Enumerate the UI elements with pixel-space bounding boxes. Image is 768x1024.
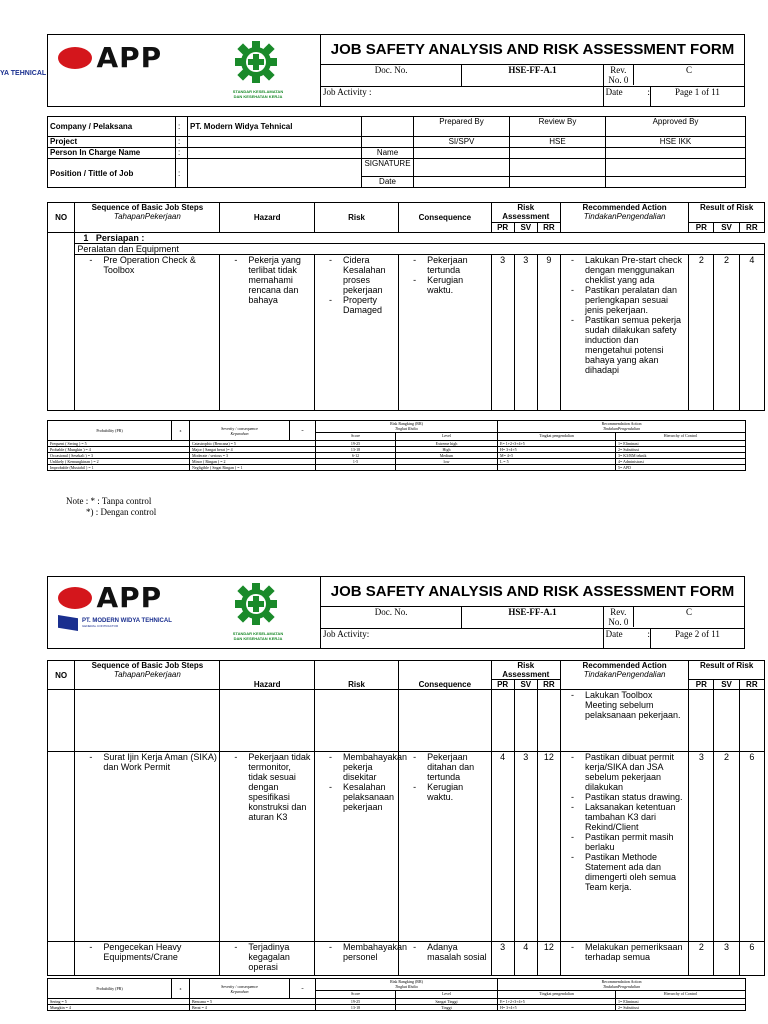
header-rr: RR (537, 680, 560, 690)
legend-cell: Probable ( Mungkin ) = 4 (48, 447, 190, 453)
legend-cell: 19-25 (316, 441, 396, 447)
header-res-rr: RR (739, 223, 764, 233)
blank-cell (48, 255, 75, 411)
review-by: Review By (510, 117, 606, 137)
legend-cell: Improbable (Mustahil ) = 1 (48, 465, 190, 471)
step-text: - Pengecekan Heavy Equipments/Crane (103, 942, 217, 962)
doc-no-label: Doc. No. (321, 607, 462, 629)
legend-cell: H= 3+4+5 (498, 1005, 616, 1011)
k3-gear-icon (233, 581, 279, 632)
legend-cell (316, 465, 396, 471)
header-no: NO (48, 661, 75, 690)
legend-cell: E= 1+2+3+4+5 (498, 441, 616, 447)
rev-value: C (633, 607, 744, 627)
sub-title: Peralatan dan Equipment (75, 244, 765, 255)
colon: : (176, 117, 188, 137)
res-pr-value: 2 (689, 255, 714, 411)
legend-cell: 1-5 (316, 459, 396, 465)
name-label: Name (362, 148, 414, 159)
legend-cell: Occasional ( Sesekali ) = 3 (48, 453, 190, 459)
step-text: - Surat Ijin Kerja Aman (SIKA) dan Work Permit (103, 752, 217, 772)
blank-cell (510, 177, 606, 188)
risk-text: - Property Damaged (343, 295, 396, 315)
company-value: PT. Modern Widya Tehnical (188, 117, 362, 137)
legend-cell: Extreme high (396, 441, 498, 447)
blank-cell (399, 690, 492, 752)
risk-text: - Membahayakan pekerja disekitar (343, 752, 396, 782)
page1-header (47, 34, 745, 107)
rev-value: C (633, 65, 744, 85)
res-rr-value: 4 (739, 255, 764, 411)
blank-cell (414, 148, 510, 159)
header-pr: PR (491, 223, 514, 233)
blank-cell (689, 690, 714, 752)
header-hazard: Hazard (220, 661, 315, 690)
sv-value: 4 (514, 942, 537, 976)
pic-value (188, 148, 362, 159)
legend-cell: Negligible ( Sngat Ringan ) = 1 (190, 465, 316, 471)
app-logo: APP (58, 41, 162, 74)
action-text: - Pastikan status drawing. (585, 792, 686, 802)
action-text: - Lakukan Pre-start check dengan menggunakan cheklist yang ada (585, 255, 686, 285)
prepared-by: Prepared By (414, 117, 510, 137)
action-text: - Pastikan dibuat permit kerja/SIKA dan JSA sebelum pekerjaan dilakukan (585, 752, 686, 792)
page-number: Page 2 of 11 (650, 629, 744, 648)
sv-value: 3 (514, 752, 537, 942)
step-text: - Pre Operation Check & Toolbox (103, 255, 217, 275)
legend-level: Level (396, 433, 498, 441)
blank-cell (48, 942, 75, 976)
blank-cell (414, 177, 510, 188)
action-text: - Laksanakan ketentuan tambahan K3 dari Rekind/Client (585, 802, 686, 832)
consequence-text: - Pekerjaan ditahan dan tertunda (427, 752, 489, 782)
header-res-pr: PR (689, 680, 714, 690)
actions-cell (560, 255, 688, 411)
header-risk: Risk (315, 661, 399, 690)
actions-cell (560, 690, 688, 752)
job-activity: Job Activity : (321, 87, 604, 107)
header-res-sv: SV (714, 680, 739, 690)
res-rr-value: 6 (739, 752, 764, 942)
legend-recommendation: Recommendation Action TindakanPengendalian (498, 421, 746, 433)
k3-caption: STANDAR KESELAMATAN DAN KESEHATAN KERJA (232, 631, 284, 641)
note: Note : * : Tanpa control *) : Dengan control (66, 496, 157, 517)
rr-value: 9 (537, 255, 560, 411)
legend-eq: = (290, 979, 316, 999)
rev-label: Rev. No. 0 (608, 607, 629, 627)
legend-cell: 13-18 (316, 447, 396, 453)
header-res-pr: PR (689, 223, 714, 233)
action-text: - Melakukan pemeriksaan terhadap semua (585, 942, 686, 962)
action-text: - Pastikan permit masih berlaku (585, 832, 686, 852)
header-recommended: Recommended Action TindakanPengendalian (560, 661, 688, 690)
header-no: NO (48, 203, 75, 233)
hazard-text: - Pekerja yang terlibat tidak memahami rencana dan bahaya (248, 255, 312, 305)
company-logo: PT. MODERN WIDYA TEHNICAL GENERAL CONTRACTOR (58, 615, 172, 631)
legend-cell: Catastrophic (Bencana) = 5 (190, 441, 316, 447)
legend-cell: M= 4+5 (498, 453, 616, 459)
info-table (47, 116, 746, 188)
pic-label: Person In Charge Name (48, 148, 176, 159)
hazard-cell (220, 255, 315, 411)
legend-cell: H= 3+4+5 (498, 447, 616, 453)
legend-cell: Major ( Sangat berat )= 4 (190, 447, 316, 453)
header-res-sv: SV (714, 223, 739, 233)
res-rr-value: 6 (739, 942, 764, 976)
res-sv-value: 2 (714, 255, 739, 411)
legend-cell: High (396, 447, 498, 453)
legend-recommendation: Recommendation Action TindakanPengendalian (498, 979, 746, 991)
k3-gear-icon (233, 39, 279, 90)
hazard-cell (220, 942, 315, 976)
rr-value: 12 (537, 942, 560, 976)
legend-x: x (172, 979, 190, 999)
blank-cell (362, 117, 414, 137)
legend-level: Level (396, 991, 498, 999)
legend-hierarchy: Hierarchy of Control (616, 991, 746, 999)
legend-cell: Unlikely ( Kemungkinan ) = 2 (48, 459, 190, 465)
blank-cell (606, 177, 746, 188)
action-text: - Pastikan semua pekerja sudah dilakukan safety induction dan mengetahui potensi bahaya yang akan dihadapi (585, 315, 686, 375)
header-pr: PR (491, 680, 514, 690)
header-risk-assessment: Risk Assessment (491, 661, 560, 680)
blank-cell (362, 137, 414, 148)
blank-cell (537, 690, 560, 752)
blank-cell (48, 752, 75, 942)
legend-cell: 3= K3/RM teknik (616, 453, 746, 459)
legend-cell: 6-12 (316, 453, 396, 459)
consequence-cell (399, 942, 492, 976)
header-steps: Sequence of Basic Job Steps TahapanPekerjaan (75, 661, 220, 690)
legend-cell: 1= Eliminasi (616, 441, 746, 447)
date-label: Date : (605, 629, 650, 639)
project-label: Project (48, 137, 176, 148)
approved-role: HSE IKK (606, 137, 746, 148)
blank-cell (510, 148, 606, 159)
page2-header (47, 576, 745, 649)
blank-cell (414, 159, 510, 177)
legend-probability: Probability (PR) (48, 421, 172, 441)
legend-cell (498, 465, 616, 471)
legend-cell: E= 1+2+3+4+5 (498, 999, 616, 1005)
blank-cell (606, 148, 746, 159)
legend-risk-ranking: Risk Rangking (RR) Tingkat Risiko (316, 979, 498, 991)
step-cell (75, 942, 220, 976)
doc-no-value: HSE-FF-A.1 (462, 65, 603, 87)
legend-cell: 2= Substitusi (616, 1005, 746, 1011)
app-logo: APP (58, 581, 162, 614)
doc-no-label: Doc. No. (321, 65, 462, 87)
res-pr-value: 3 (689, 752, 714, 942)
colon: : (176, 137, 188, 148)
header-result: Result of Risk (689, 661, 765, 680)
legend-severity: Severity / consequence Keparahan (190, 421, 290, 441)
blank-cell (75, 690, 220, 752)
pr-value: 4 (491, 752, 514, 942)
jsa-table-page2 (47, 660, 765, 976)
consequence-cell (399, 255, 492, 411)
pr-value: 3 (491, 255, 514, 411)
risk-cell (315, 942, 408, 976)
legend-cell: 19-25 (316, 999, 396, 1005)
legend-cell: Medium (396, 453, 498, 459)
blank-cell (510, 159, 606, 177)
legend-score: Score (316, 991, 396, 999)
consequence-text: - Pekerjaan tertunda (427, 255, 489, 275)
blank-cell (315, 690, 399, 752)
res-sv-value: 2 (714, 752, 739, 942)
risk-text: - Membahayakan personel (343, 942, 396, 962)
sv-value: 3 (514, 255, 537, 411)
legend-cell (396, 465, 498, 471)
mwt-icon (58, 615, 78, 631)
header-sv: SV (514, 223, 537, 233)
legend-tingkat: Tingkat pengendalian (498, 433, 616, 441)
legend-probability: Probability (PR) (48, 979, 172, 999)
actions-cell (560, 752, 688, 942)
blank-cell (491, 690, 514, 752)
legend-cell: low (396, 459, 498, 465)
legend-table-page1 (47, 420, 746, 471)
blank-cell (739, 690, 764, 752)
blank-cell (48, 233, 75, 244)
signature-label: SIGNATURE (362, 159, 414, 177)
company-label: Company / Pelaksana (48, 117, 176, 137)
side-company-text: YA TEHNICAL (0, 70, 47, 77)
blank-cell (48, 244, 75, 255)
legend-hierarchy: Hierarchy of Control (616, 433, 746, 441)
blank-cell (606, 159, 746, 177)
blank-cell (514, 690, 537, 752)
approved-by: Approved By (606, 117, 746, 137)
risk-text: - Kesalahan pelaksanaan pekerjaan (343, 782, 396, 812)
res-pr-value: 2 (689, 942, 714, 976)
header-risk-assessment: Risk Assessment (491, 203, 560, 223)
colon: : (176, 148, 188, 159)
legend-cell: Sering = 5 (48, 999, 190, 1005)
legend-cell: Sangat Tinggi (396, 999, 498, 1005)
action-text: - Pastikan peralatan dan perlengkapan sesuai jenis pekerjaan. (585, 285, 686, 315)
res-sv-value: 3 (714, 942, 739, 976)
legend-cell: Tinggi (396, 1005, 498, 1011)
hazard-text: - Pekerjaan tidak termonitor, tidak sesuai dengan spesifikasi konstruksi dan aturan K3 (248, 752, 312, 822)
action-text: - Lakukan Toolbox Meeting sebelum pelaksanaan pekerjaan. (585, 690, 686, 720)
header-result: Result of Risk (689, 203, 765, 223)
legend-cell: Berat = 4 (190, 1005, 316, 1011)
rr-value: 12 (537, 752, 560, 942)
legend-cell: 2= Substitusi (616, 447, 746, 453)
position-value (188, 159, 362, 188)
legend-cell: 5= APD (616, 465, 746, 471)
legend-table-page2 (47, 978, 746, 1011)
legend-tingkat: Tingkat pengendalian (498, 991, 616, 999)
colon: : (176, 159, 188, 188)
form-title: JOB SAFETY ANALYSIS AND RISK ASSESSMENT FORM (321, 35, 745, 65)
legend-cell: Minor ( Ringan ) = 2 (190, 459, 316, 465)
legend-severity: Severity / consequence Keparahan (190, 979, 290, 999)
page-number: Page 1 of 11 (650, 87, 744, 106)
position-label: Position / Tittle of Job (48, 159, 176, 188)
header-consequence: Consequence (399, 661, 492, 690)
step-cell (75, 752, 220, 942)
header-rr: RR (537, 223, 560, 233)
date-row-label: Date (362, 177, 414, 188)
legend-cell: L = 5 (498, 459, 616, 465)
legend-cell: 1= Eliminasi (616, 999, 746, 1005)
date-label: Date : (605, 87, 650, 97)
pr-value: 3 (491, 942, 514, 976)
section-title: 1 Persiapan : (75, 233, 765, 244)
consequence-cell (399, 752, 492, 942)
legend-eq: = (290, 421, 316, 441)
risk-text: - Cidera Kesalahan proses pekerjaan (343, 255, 396, 295)
legend-score: Score (316, 433, 396, 441)
action-text: - Pastikan Methode Statement ada dan dimengerti oleh semua Team kerja. (585, 852, 686, 892)
rev-label: Rev. No. 0 (608, 65, 629, 85)
consequence-text: - Kerugian waktu. (427, 275, 489, 295)
header-consequence: Consequence (399, 203, 492, 233)
legend-cell: Frequent ( Sering ) = 5 (48, 441, 190, 447)
header-sv: SV (514, 680, 537, 690)
risk-cell (315, 752, 408, 942)
header-hazard: Hazard (220, 203, 315, 233)
legend-x: x (172, 421, 190, 441)
actions-cell (560, 942, 688, 976)
prepared-role: SI/SPV (414, 137, 510, 148)
doc-no-value: HSE-FF-A.1 (462, 607, 603, 629)
legend-risk-ranking: Risk Rangking (RR) Tingkat Risiko (316, 421, 498, 433)
legend-cell: Moderate / serious = 3 (190, 453, 316, 459)
header-res-rr: RR (739, 680, 764, 690)
project-value (188, 137, 362, 148)
blank-cell (48, 690, 75, 752)
hazard-text: - Terjadinya kegagalan operasi (248, 942, 312, 972)
legend-cell: Bencana = 5 (190, 999, 316, 1005)
consequence-text: - Adanya masalah sosial (427, 942, 489, 962)
consequence-text: - Kerugian waktu. (427, 782, 489, 802)
legend-cell: 4= Administrasi (616, 459, 746, 465)
job-activity: Job Activity: (321, 629, 604, 649)
step-cell (75, 255, 220, 411)
risk-cell (315, 255, 399, 411)
hazard-cell (220, 752, 315, 942)
header-recommended: Recommended Action TindakanPengendalian (560, 203, 688, 233)
k3-caption: STANDAR KESELAMATAN DAN KESEHATAN KERJA (232, 89, 284, 99)
review-role: HSE (510, 137, 606, 148)
header-steps: Sequence of Basic Job Steps TahapanPekerjaan (75, 203, 220, 233)
header-risk: Risk (315, 203, 399, 233)
blank-cell (714, 690, 739, 752)
jsa-table-page1 (47, 202, 765, 411)
form-title: JOB SAFETY ANALYSIS AND RISK ASSESSMENT FORM (321, 577, 745, 607)
legend-cell: 13-18 (316, 1005, 396, 1011)
legend-cell: Mungkin = 4 (48, 1005, 190, 1011)
blank-cell (220, 690, 315, 752)
